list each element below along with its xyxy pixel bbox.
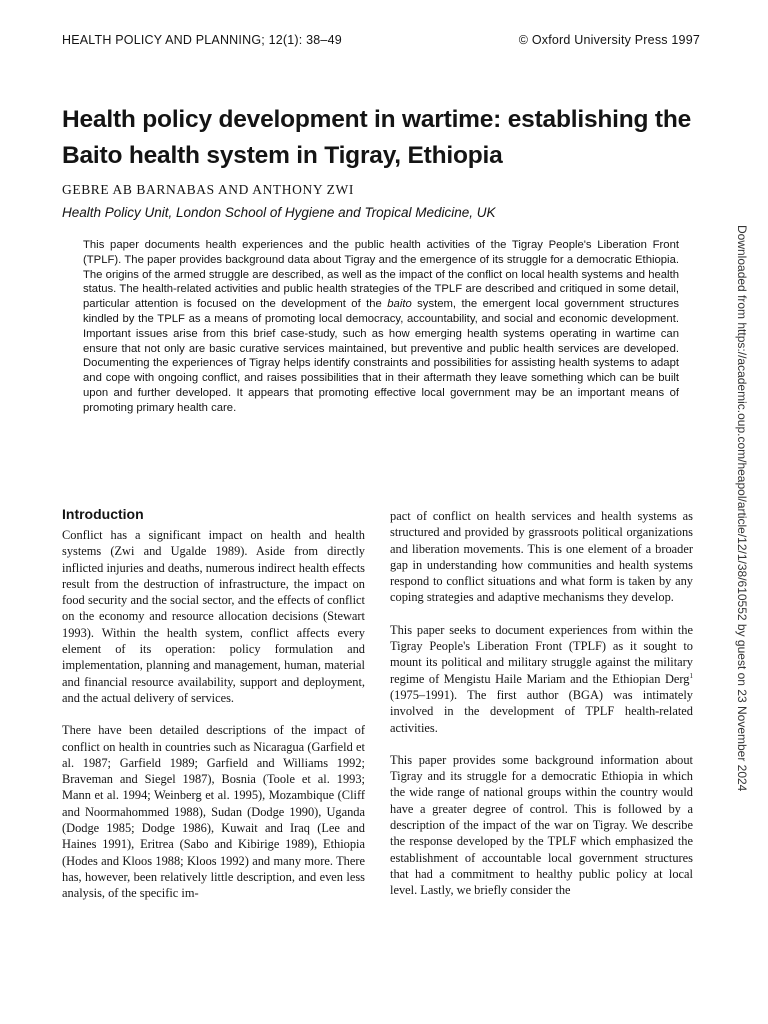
body-paragraph [390,622,693,736]
abstract-italic-term: baito [387,298,412,311]
body-paragraph: There have been detailed descriptions of the impact of conflict on health in countries such as Nicaragua (Garfield et al. 1987; Garfield 1989; Garfield and Williams 1992; Braveman and Siegel 1987), Bosnia (Toole et al. 1993; Mann et al. 1994; Weinberg et al. 1995), Mozambique (Cliff and Noormahommed 1988), Sudan (Dodge 1990), Uganda (Dodge 1985; Dodge 1986), Kuwait and Iraq (Lee and Haines 1991), Eritrea (Sabo and Kibirige 1989), Ethiopia (Hodes and Kloos 1988; Kloos 1992) and many more. There has, however, been relatively little description, and even less analysis, of the specific im- [62,723,365,901]
abstract [83,238,679,416]
footnote-marker: 1 [689,671,693,680]
body-paragraph: Conflict has a significant impact on health and health systems (Zwi and Ugalde 1989). Aside from directly inflicted injuries and deaths, numerous indirect health effects result from the destruction of infrastructure, the impact on food security and the social sector, and the effects of conflict on the economy and resource allocation decisions (Stewart 1993). Within the health system, conflict affects every element of its operation: policy formulation and implementation, planning and management, human, material and financial resource availability, support and deployment, and the actual delivery of services. [62,528,365,705]
paragraph-text: This paper seeks to document experiences from within the Tigray People's Liberation Front (TPLF) as it sought to mount its political and military struggle against the military regime of Mengistu Haile Mariam and the Ethiopian Derg [390,622,693,686]
body-paragraph: This paper provides some background information about Tigray and its struggle for a democratic Ethiopia in which the wide range of national groups within the country would have a greater degree of control. This is followed by a description of the impact of the war on Tigray. We describe the response developed by the TPLF which emphasized the establishment of accountable local government structures that had a commitment to healthy public policy at local level. Lastly, we briefly consider the [390,752,693,898]
body-column-left [62,505,365,918]
author-affiliation: Health Policy Unit, London School of Hygiene and Tropical Medicine, UK [62,205,496,220]
download-notice: Downloaded from https://academic.oup.com/heapol/article/12/1/38/610552 by guest on 23 November 2024 [735,225,749,792]
abstract-text-1: This paper documents health experiences and the public health activities of the Tigray People's Liberation Front (TPLF). The paper provides background data about Tigray and the emergence of its struggle for a democratic Ethiopia. The origins of the armed struggle are described, as well as the impact of the conflict on local health systems and health status. The health-related activities and public health strategies of the TPLF are described and critiqued in some detail, particular attention is focused on the development of the [83,239,679,311]
body-column-right [390,508,693,915]
author-list: GEBRE AB BARNABAS AND ANTHONY ZWI [62,182,354,197]
body-paragraph: pact of conflict on health services and health systems as structured and provided by grassroots political organizations and liberation movements. This is one element of a broader gap in understanding how communities and health systems respond to conflict situations and what form is taken by any coping strategies and adaptive mechanisms they develop. [390,509,693,605]
paragraph-text: (1975–1991). The first author (BGA) was intimately involved in the development of TPLF health-related activities. [390,687,693,735]
section-heading-introduction: Introduction [62,506,144,522]
download-watermark [733,225,749,792]
journal-citation: HEALTH POLICY AND PLANNING; 12(1): 38–49 [62,33,342,47]
copyright-notice: © Oxford University Press 1997 [518,33,700,47]
article-title: Health policy development in wartime: establishing the Baito health system in Tigray, Ethiopia [62,106,692,169]
abstract-text-2: system, the emergent local government structures kindled by the TPLF as a means of promoting local democracy, accountability, and social and economic development. Important issues arise from this brief case-study, such as how emerging health systems operating in wartime can ensure that not only are basic curative services maintained, but preventive and public health services are developed. Documenting the experiences of Tigray helps identify constraints and possibilities for assisting health systems to adapt and cope with ongoing conflict, and raises possibilities that in their aftermath they leave something which can be built upon and further developed. It appears that promoting effective local government may be an important means of promoting primary health care. [83,298,679,414]
running-head [62,33,700,49]
